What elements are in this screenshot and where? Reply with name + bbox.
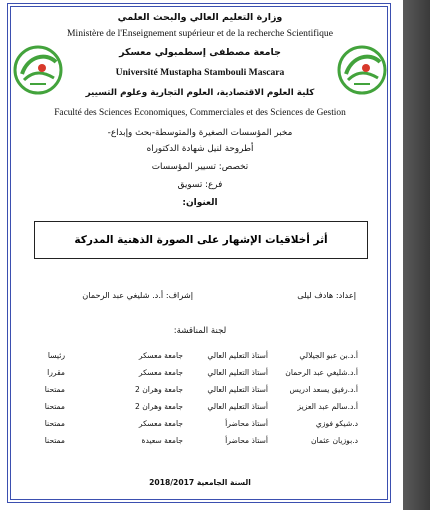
branch-line: فرع: تسويق bbox=[177, 180, 223, 190]
member-institution: جامعة وهران 2 bbox=[134, 402, 183, 411]
title-label: العنوان: bbox=[182, 198, 218, 208]
faculty-arabic: كلية العلوم الاقتصادية، العلوم التجارية وعلوم التسيير bbox=[85, 88, 315, 98]
degree-line: أطروحة لنيل شهادة الدكتوراه bbox=[146, 144, 254, 154]
ministry-arabic: وزارة التعليم العالي والبحث العلمي bbox=[117, 12, 283, 23]
member-role: مقررا bbox=[47, 368, 65, 377]
university-arabic: جامعة مصطفى إسطمبولي معسكر bbox=[119, 47, 281, 58]
ministry-french: Ministère de l'Enseignement supérieur et de la recherche Scientifique bbox=[67, 28, 333, 39]
member-role: رئيسا bbox=[47, 351, 65, 360]
member-role: ممتحنا bbox=[44, 402, 65, 411]
member-rank: أستاذ التعليم العالي bbox=[207, 351, 268, 360]
prepared-by: إعداد: هادف ليلى bbox=[297, 290, 356, 300]
specialty-line: تخصص: تسيير المؤسسات bbox=[151, 162, 249, 172]
thesis-title: أثر أخلاقيات الإشهار على الصورة الذهنية المدركة bbox=[74, 234, 328, 246]
member-name: أ.د.بن عبو الجيلالي bbox=[299, 351, 358, 360]
faculty-french: Faculté des Sciences Economiques, Commerciales et des Sciences de Gestion bbox=[54, 108, 346, 118]
member-name: أ.د.رفيق يسعد ادريس bbox=[289, 385, 358, 394]
member-institution: جامعة معسكر bbox=[138, 351, 183, 360]
thesis-title-box bbox=[34, 221, 368, 259]
member-rank: أستاذ محاضرأ bbox=[225, 419, 268, 428]
member-name: أ.د.سالم عبد العزيز bbox=[297, 402, 358, 411]
university-french: Université Mustapha Stambouli Mascara bbox=[115, 67, 285, 78]
academic-year: السنة الجامعية 2018/2017 bbox=[149, 478, 251, 487]
lab-name: مخبر المؤسسات الصغيرة والمتوسطة-بحث وإبداع- bbox=[107, 128, 293, 138]
member-rank: أستاذ التعليم العالي bbox=[207, 385, 268, 394]
supervisor: إشراف: أ.د. شليغي عبد الرحمان bbox=[82, 290, 193, 300]
member-institution: جامعة وهران 2 bbox=[134, 385, 183, 394]
member-role: ممتحنا bbox=[44, 436, 65, 445]
member-role: ممتحنا bbox=[44, 419, 65, 428]
member-rank: أستاذ محاضرأ bbox=[225, 436, 268, 445]
member-name: د.بوزيان عثمان bbox=[310, 436, 358, 445]
viewer-side-shade bbox=[403, 0, 430, 510]
member-institution: جامعة معسكر bbox=[138, 419, 183, 428]
member-institution: جامعة معسكر bbox=[138, 368, 183, 377]
member-rank: أستاذ التعليم العالي bbox=[207, 402, 268, 411]
member-institution: جامعة سعيدة bbox=[141, 436, 183, 445]
member-name: أ.د.شليغي عبد الرحمان bbox=[285, 368, 358, 377]
member-name: د.شيكو فوزي bbox=[315, 419, 358, 428]
committee-heading: لجنة المناقشة: bbox=[173, 326, 227, 336]
member-role: ممتحنا bbox=[44, 385, 65, 394]
member-rank: أستاذ التعليم العالي bbox=[207, 368, 268, 377]
